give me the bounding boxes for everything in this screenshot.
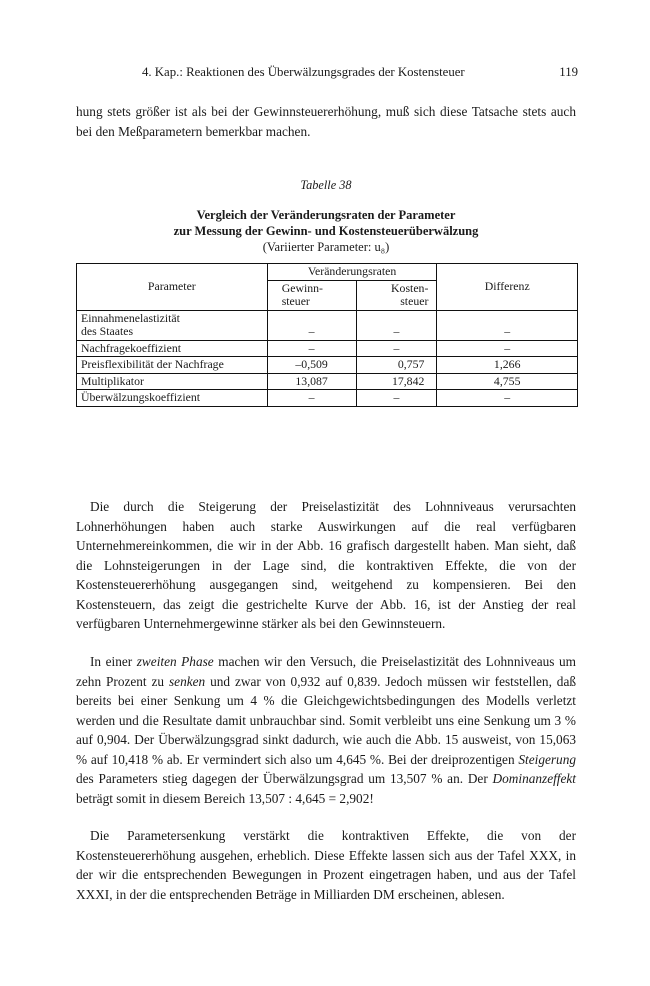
table-header-row-1	[77, 264, 578, 281]
table-title-line2: zur Messung der Gewinn- und Kostensteuerüberwälzung	[173, 224, 479, 238]
p2-text-2: machen wir den Versuch, die Preiselastizität des Lohnniveaus um zehn Prozent zu	[76, 654, 576, 689]
p2-emph-senken: senken	[169, 673, 206, 689]
cell-kosten: –	[356, 340, 437, 357]
cell-gewinn: –	[267, 310, 356, 340]
data-table	[76, 263, 578, 407]
cell-differenz: 1,266	[437, 357, 578, 374]
p2-text-1: In einer	[90, 654, 137, 669]
p2-text-3: und zwar von 0,932 auf 0,839. Jedoch müssen wir feststellen, daß bereits bei einer Senkung um 4 % die Gleichgewichtsbedingungen des Modells verletzt werden und die Resultate damit unbrauchbar sind. Somit verbleibt uns eine Senkung um 3 % auf 0,904. Der Überwälzungsgrad sinkt dadurch, wie auch die Abb. 15 ausweist, von 15,063 % auf 10,418 % ab. Er vermindert sich also um 4,645 %. Bei der dreiprozentigen	[76, 673, 576, 767]
header-parameter: Parameter	[77, 264, 268, 311]
table-caption: Tabelle 38	[300, 178, 352, 192]
table-title-line3: (Variierter Parameter: u₈)	[262, 240, 390, 254]
header-group: Veränderungsraten	[267, 264, 437, 281]
paragraph-2	[76, 652, 576, 808]
table-title-line1: Vergleich der Veränderungsraten der Parameter	[196, 208, 456, 222]
p2-text-5: beträgt somit in diesem Bereich 13,507 : 4,645 = 2,902!	[76, 790, 374, 806]
paragraph-1	[76, 497, 576, 634]
table-row	[77, 357, 578, 374]
cell-gewinn: –	[267, 340, 356, 357]
page-number: 119	[559, 65, 578, 79]
paragraph-3-text: Die Parametersenkung verstärkt die kontraktiven Effekte, die von der Kostensteuererhöhung ausgehen, erheblich. Diese Effekte lassen sich aus der Tafel XXX, in der wir die entsprechenden Bewegungen in Prozent eingetragen haben, und aus der Tafel XXXI, in der die entsprechenden Beträge in Milliarden DM erscheinen, ablesen.	[76, 828, 576, 902]
paragraph-2-text	[76, 652, 576, 808]
header-gewinnsteuer: Gewinn- steuer	[267, 280, 356, 310]
p2-emph-steigerung: Steigerung	[518, 751, 576, 767]
paragraph-3	[76, 826, 576, 904]
table-row	[77, 310, 578, 340]
cell-param: Nachfragekoeffizient	[77, 340, 268, 357]
cell-kosten: 17,842	[356, 373, 437, 390]
paragraph-1-text: Die durch die Steigerung der Preiselastizität des Lohnniveaus verursachten Lohnerhöhungen haben auch starke Auswirkungen auf die real verfügbaren Unternehmereinkommen, die wir in der Abb. 16 grafisch dargestellt haben. Man sieht, daß die Lohnsteigerungen in der Lage sind, die kontraktiven Effekte, die von der Kostensteuererhöhung ausgegangen sind, weitgehend zu kompensieren. Bei den Kostensteuern, das zeigt die gestrichelte Kurve der Abb. 16, ist der Anstieg der real verfügbaren Unternehmergewinne stärker als bei den Gewinnsteuern.	[76, 499, 576, 631]
cell-differenz: –	[437, 390, 578, 407]
header-differenz: Differenz	[437, 264, 578, 311]
table-row	[77, 340, 578, 357]
intro-paragraph	[76, 102, 576, 141]
running-head-title: 4. Kap.: Reaktionen des Überwälzungsgrades der Kostensteuer	[142, 65, 465, 79]
cell-differenz: –	[437, 310, 578, 340]
cell-differenz: 4,755	[437, 373, 578, 390]
table-row	[77, 390, 578, 407]
p2-text-4: des Parameters stieg dagegen der Überwälzungsgrad um 13,507 % an. Der	[76, 771, 493, 786]
cell-param: Überwälzungskoeffizient	[77, 390, 268, 407]
cell-gewinn: –	[267, 390, 356, 407]
cell-gewinn: –0,509	[267, 357, 356, 374]
table-title	[76, 207, 576, 255]
cell-param: Preisflexibilität der Nachfrage	[77, 357, 268, 374]
cell-kosten: –	[356, 390, 437, 407]
cell-gewinn: 13,087	[267, 373, 356, 390]
cell-param: Multiplikator	[77, 373, 268, 390]
cell-kosten: –	[356, 310, 437, 340]
table-row	[77, 373, 578, 390]
cell-differenz: –	[437, 340, 578, 357]
p2-emph-dominanzeffekt: Dominanzeffekt	[492, 771, 576, 786]
cell-kosten: 0,757	[356, 357, 437, 374]
p2-emph-zweite-phase: zweiten Phase	[136, 654, 214, 669]
cell-param: Einnahmenelastizität des Staates	[77, 310, 268, 340]
header-kostensteuer: Kosten- steuer	[356, 280, 437, 310]
intro-text: hung stets größer ist als bei der Gewinnsteuererhöhung, muß sich diese Tatsache stets auch bei den Meßparametern bemerkbar machen.	[76, 104, 576, 139]
